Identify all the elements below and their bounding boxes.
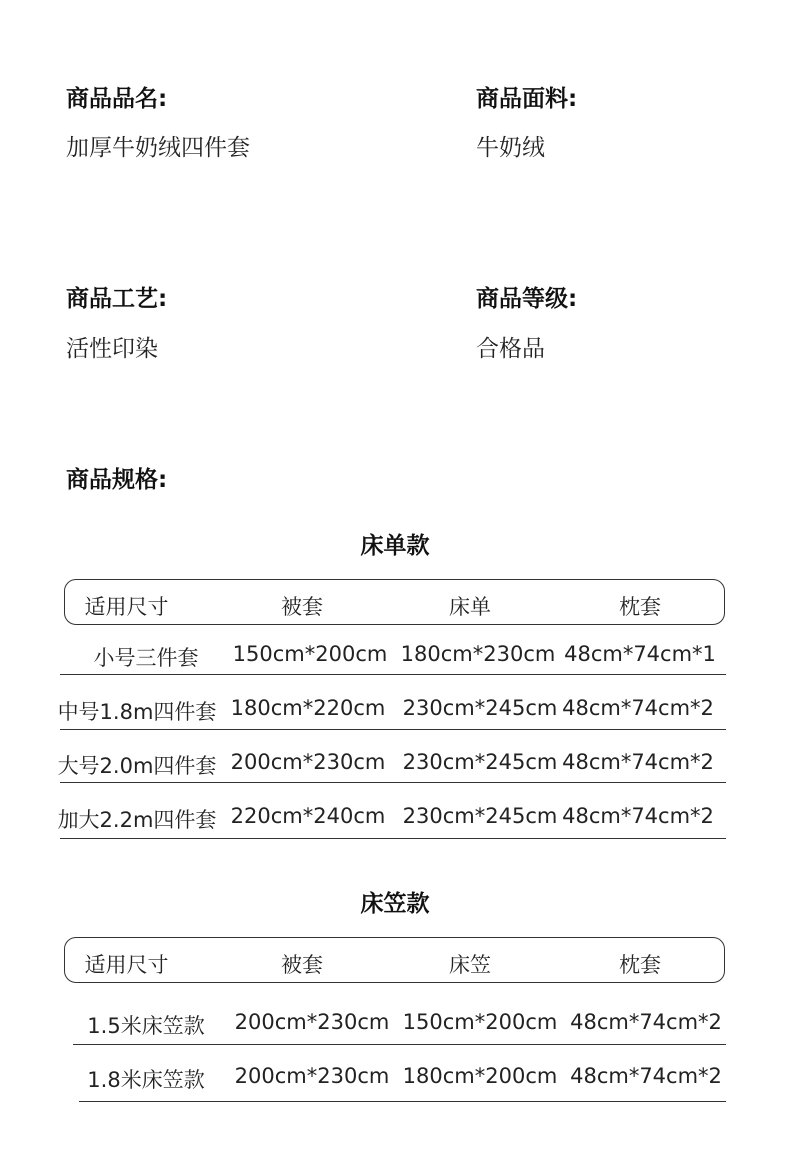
product-grade-label: 商品等级: — [476, 286, 578, 312]
table-cell: 200cm*230cm — [230, 750, 386, 774]
table-cell: 48cm*74cm*2 — [562, 696, 714, 720]
table-cell: 48cm*74cm*2 — [562, 804, 714, 828]
table-cell: 48cm*74cm*1 — [564, 642, 716, 666]
sheet-header-size: 适用尺寸 — [84, 595, 169, 619]
table-cell: 48cm*74cm*2 — [570, 1010, 722, 1034]
product-craft-value: 活性印染 — [66, 336, 158, 362]
product-name-value: 加厚牛奶绒四件套 — [66, 135, 250, 161]
row-divider — [73, 1044, 726, 1045]
table-cell: 1.8米床笠款 — [87, 1068, 205, 1092]
sheet-header-pillowcase: 枕套 — [619, 595, 661, 619]
row-divider — [60, 729, 726, 730]
table-cell: 230cm*245cm — [402, 750, 558, 774]
fitted-header-duvet: 被套 — [281, 953, 323, 977]
table-cell: 200cm*230cm — [234, 1064, 390, 1088]
product-craft-label: 商品工艺: — [66, 286, 168, 312]
product-grade-value: 合格品 — [476, 336, 545, 362]
fitted-header-pillowcase: 枕套 — [619, 953, 661, 977]
table-cell: 中号1.8m四件套 — [57, 700, 217, 724]
product-fabric-label: 商品面料: — [476, 86, 578, 112]
row-divider — [79, 1101, 726, 1102]
table-cell: 48cm*74cm*2 — [570, 1064, 722, 1088]
sheet-header-duvet: 被套 — [281, 595, 323, 619]
table-cell: 230cm*245cm — [402, 696, 558, 720]
table-cell: 150cm*200cm — [402, 1010, 558, 1034]
product-name-label: 商品品名: — [66, 86, 168, 112]
row-divider — [60, 674, 726, 675]
table-cell: 48cm*74cm*2 — [562, 750, 714, 774]
product-spec-label: 商品规格: — [66, 467, 168, 493]
fitted-table-title: 床笠款 — [360, 891, 430, 917]
table-cell: 1.5米床笠款 — [87, 1014, 205, 1038]
fitted-header-fitted: 床笠 — [449, 953, 491, 977]
table-cell: 加大2.2m四件套 — [57, 808, 217, 832]
table-cell: 180cm*200cm — [402, 1064, 558, 1088]
sheet-table-title: 床单款 — [360, 533, 430, 559]
table-cell: 150cm*200cm — [232, 642, 388, 666]
table-cell: 180cm*230cm — [400, 642, 556, 666]
table-cell: 180cm*220cm — [230, 696, 386, 720]
sheet-header-sheet: 床单 — [449, 595, 491, 619]
row-divider — [60, 838, 726, 839]
product-fabric-value: 牛奶绒 — [476, 135, 545, 161]
table-cell: 220cm*240cm — [230, 804, 386, 828]
table-cell: 小号三件套 — [93, 646, 199, 670]
row-divider — [60, 782, 726, 783]
table-cell: 200cm*230cm — [234, 1010, 390, 1034]
table-cell: 230cm*245cm — [402, 804, 558, 828]
table-cell: 大号2.0m四件套 — [57, 754, 217, 778]
fitted-header-size: 适用尺寸 — [84, 953, 169, 977]
